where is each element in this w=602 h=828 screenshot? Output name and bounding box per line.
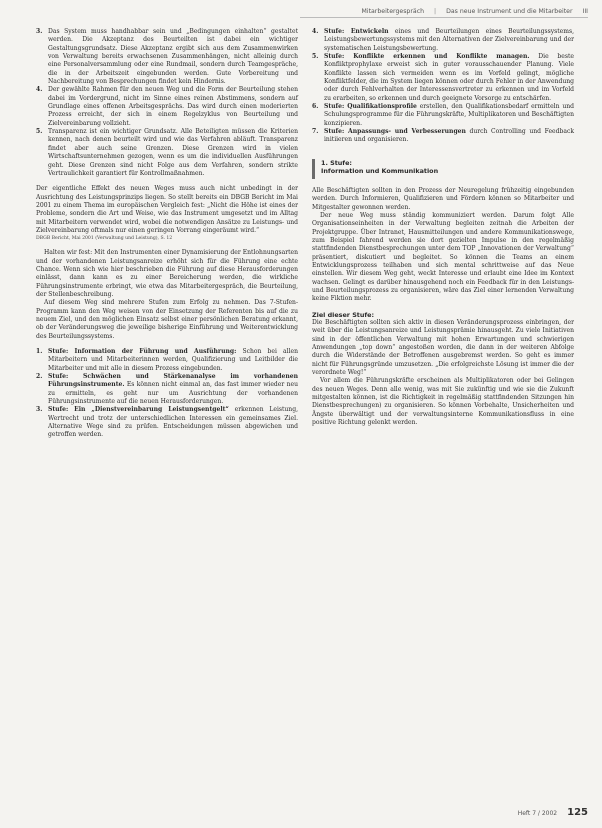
body-paragraph: Die Beschäftigten sollten sich aktiv in diesen Veränderungsprozess einbringen, der weit über die Leistungsanreize und Leistungsprämie hinausgeht. Zu viele Initiativen sind in der öffentlichen Verwaltung mit hohen Erwartungen und schwierigen Anwendungen „top down“ angestoßen worden, die dann in der weiteren Abfolge durch die Widerstände der Betroffenen ausgebremst werden. So geht es immer nicht für Führungsgründe umzusetzen. „Die erfolgreichste Lösung ist immer die der verordnete Weg!“	[312, 318, 574, 377]
principles-list	[36, 28, 298, 178]
page-footer	[518, 807, 588, 818]
list-item: 5. Stufe: Konflikte erkennen und Konflikte managen. Die beste Konfliktprophylaxe erweist sich in guter vorausschauender Planung. Viele Konflikte lassen sich vermeiden wenn es im Vorfeld gelingt, mögliche Konfliktfelder, die im System liegen können oder durch Fehler in der Anwendung oder durch Fehlverhalten der Interessensvertreter zu erkennen und im Vorfeld zu erarbeiten, so erkennen und durch geeignete Vorsorge zu entschärfen.	[312, 53, 574, 102]
stages-list	[36, 348, 298, 440]
section-heading	[312, 159, 574, 179]
stages-list-continued	[312, 28, 574, 145]
header-separator: |	[434, 8, 437, 15]
list-item: 5. Transparenz ist ein wichtiger Grundsatz. Alle Beteiligten müssen die Kriterien kennen, nach denen beurteilt wird und wie das Verfahren abläuft. Transparenz findet aber auch seine Grenzen. Diese Grenzen wird in vielen Wirtschaftsunternehmen gezogen, wenn es um die individuellen Ausführungen geht. Diese Grenzen sind nicht Folge aus dem Verfahren, sondern strikte Vertraulichkeit garantiert für Kontrollmaßnahmen.	[36, 128, 298, 177]
body-paragraph: Vor allem die Führungskräfte erscheinen als Multiplikatoren oder bei Gelingen des neuen Weges. Denn alle wenig, was mit Sie zukünftig und wie sie die Zukunft mitgestalten können, ist die Richtigkeit in regelmäßig stattfindenden Sitzungen hin Dienstbesprechungen) zu organisieren. So können Vorbehalte, Unsicherheiten und Ängste überwältigt und der verwaltungsinterne Kommunikationsfluss in eine positive Richtung gelenkt werden.	[312, 377, 574, 427]
body-paragraph: Halten wir fest: Mit den Instrumenten einer Dynamisierung der Entlohnungsarten und der vorhandenen Leistungsanreize erhöht sich für die Führung eine echte Chance. Wenn sich wie hier beschrieben die Führung auf diese Herausforderungen einlässt, dann kann es zu einer Bereicherung werden, die wirkliche Führungsinstrumente erbringt, wie etwa das Mitarbeitergespräch, die Beurteilung, der Stellenbeschreibung.	[36, 249, 298, 298]
list-item: 1. Stufe: Information der Führung und Ausführung: Schon bei allen Mitarbeitern und Mitarbeiterinnen werden, Qualifizierung und Leitbilder die Mitarbeiter und mit alle in diesem Prozess eingebunden.	[36, 348, 298, 372]
body-paragraph: Auf diesem Weg sind mehrere Stufen zum Erfolg zu nehmen. Das 7-Stufen-Programm kann den Weg weisen von der Einsetzung der Referenten bis auf die zu neuem Ziel, und den möglichen Einsatz selbst einer persönlichen Beratung erkannt, ob der Veränderungsweg die jeweilige bisherige Einführung und Weiterentwicklung des Beurteilungssystems.	[36, 299, 298, 340]
body-paragraph: Der neue Weg muss ständig kommuniziert werden. Darum folgt Alle Organisationseinheiten in der Verwaltung begleiten zeitnah die Arbeiten der Projektgruppe. Über Intranet, Hausmitteilungen und andere Kommunikationswege, zum Beispiel fahrend werden sie dort gezielten Impulse in den regelmäßig stattfindenden Dienstbesprechungen unter dem TOP „Innovationen der Verwaltung“ präsentiert, diskutiert und begleitet. So können die Teams an einem Entwicklungsprozess teilhaben und sich mental schrittweise auf das Neue einstellen. Wir diesem Weg geht, weckt Interesse und erlaubt eine Idee im Kontext wachsen. Gelingt es darüber hinausgehend noch ein Feedback für in den Leistungs- und Beurteilungsprozess zu organisieren, wäre das Ziel einer lernenden Verwaltung keine Fiktion mehr.	[312, 211, 574, 303]
heading-bar	[312, 159, 315, 179]
list-item: 2. Stufe: Schwächen und Stärkenanalyse im vorhandenen Führungsinstrumente. Es können nicht einmal an, das fast immer wieder neu zu ermitteln, es geht nur um Ausrichtung der vorhandenen Führungsinstrumente auf die neuen Herausforderungen.	[36, 373, 298, 406]
header-title: Das neue Instrument und die Mitarbeiter	[446, 8, 573, 15]
page-number: 125	[567, 807, 588, 818]
list-item: 4. Der gewählte Rahmen für den neuen Weg und die Form der Beurteilung stehen dabei im Vordergrund, nicht im Sinne eines reinen Abstimmens, sondern auf Grundlage eines offenen Arbeitsgesprächs. Das wird durch einen moderierten Prozess erreicht, der sich in einem Regelzyklus von Beurteilung und Zielvereinbarung vollzieht.	[36, 86, 298, 127]
subheading: Ziel dieser Stufe:	[312, 310, 375, 319]
header-section: Mitarbeitergespräch	[361, 8, 425, 15]
running-header	[300, 8, 588, 18]
list-item: 7. Stufe: Anpassungs- und Verbesserungen durch Controlling und Feedback initiieren und organisieren.	[312, 128, 574, 144]
list-item: 3. Stufe: Ein „Dienstvereinbarung Leistungsentgelt“ erkennen Leistung, Wertrecht und trotz der unterschiedlichen Interessen ein gemeinsames Ziel. Alternative Wege sind zu prüfen. Entscheidungen müssen abgewichen und getroffen werden.	[36, 406, 298, 439]
body-paragraph: Der eigentliche Effekt des neuen Weges muss auch nicht unbedingt in der Ausrichtung des Leistungsprinzips liegen. So stellt bereits ein DBGB Bericht im Mai 2001 zu einem Thema im europäischen Vergleich fest: „Nicht die Höhe ist eines der Probleme, sondern die Art und Weise, wie das Instrument umgesetzt und im Alltag mit Mitarbeitern verwendet wird, wobei die notwendigen Ansätze zu Leistungs- und Zielvereinbarung oftmals nur einen geringen Vorrang eingeräumt wird.“	[36, 185, 298, 234]
header-mark: III	[582, 8, 588, 15]
left-column	[36, 28, 298, 440]
right-column	[312, 28, 574, 427]
body-paragraph: Alle Beschäftigten sollten in den Prozess der Neuregelung frühzeitig eingebunden werden. Durch Informieren, Qualifizieren und Fördern können so Mitarbeiter und Mitgestalter gewonnen werden.	[312, 186, 574, 211]
issue-label: Heft 7 / 2002	[517, 810, 558, 817]
list-item: 6. Stufe: Qualifikationsprofile erstellen, den Qualifikationsbedarf ermitteln und Schulungsprogramme für die Führungskräfte, Multiplikatoren und Beschäftigten konzipieren.	[312, 103, 575, 127]
footnote: DBGB Bericht, Mai 2001 (Verwaltung und Leistung), S. 12	[36, 236, 173, 242]
list-item: 3. Das System muss handhabbar sein und „Bedingungen einhalten“ gestaltet werden. Die Akzeptanz des Beurteilten ist dabei ein wichtiger Gestaltungsgrundsatz. Diese Akzeptanz ergibt sich aus dem Zusammenwirken von Verwaltung bereits erwachsenen Zusammenhängen, nicht alleinig durch eine Personalversammlung oder eine Rundmail, sondern durch Teamgespräche, die in der Arbeitszeit eingebunden werden. Gute Vorbereitung und Nachbereitung von Besprechungen findet kein Hindernis.	[36, 28, 298, 86]
heading-title: Information und Kommunikation	[321, 167, 439, 176]
heading-stage: 1. Stufe:	[321, 158, 352, 167]
list-item: 4. Stufe: Entwickeln eines und Beurteilungen eines Beurteilungssystems, Leistungsbewertungssystems mit den Alternativen der Zielvereinbarung und der systematischen Leistungsbewertung.	[312, 28, 574, 52]
